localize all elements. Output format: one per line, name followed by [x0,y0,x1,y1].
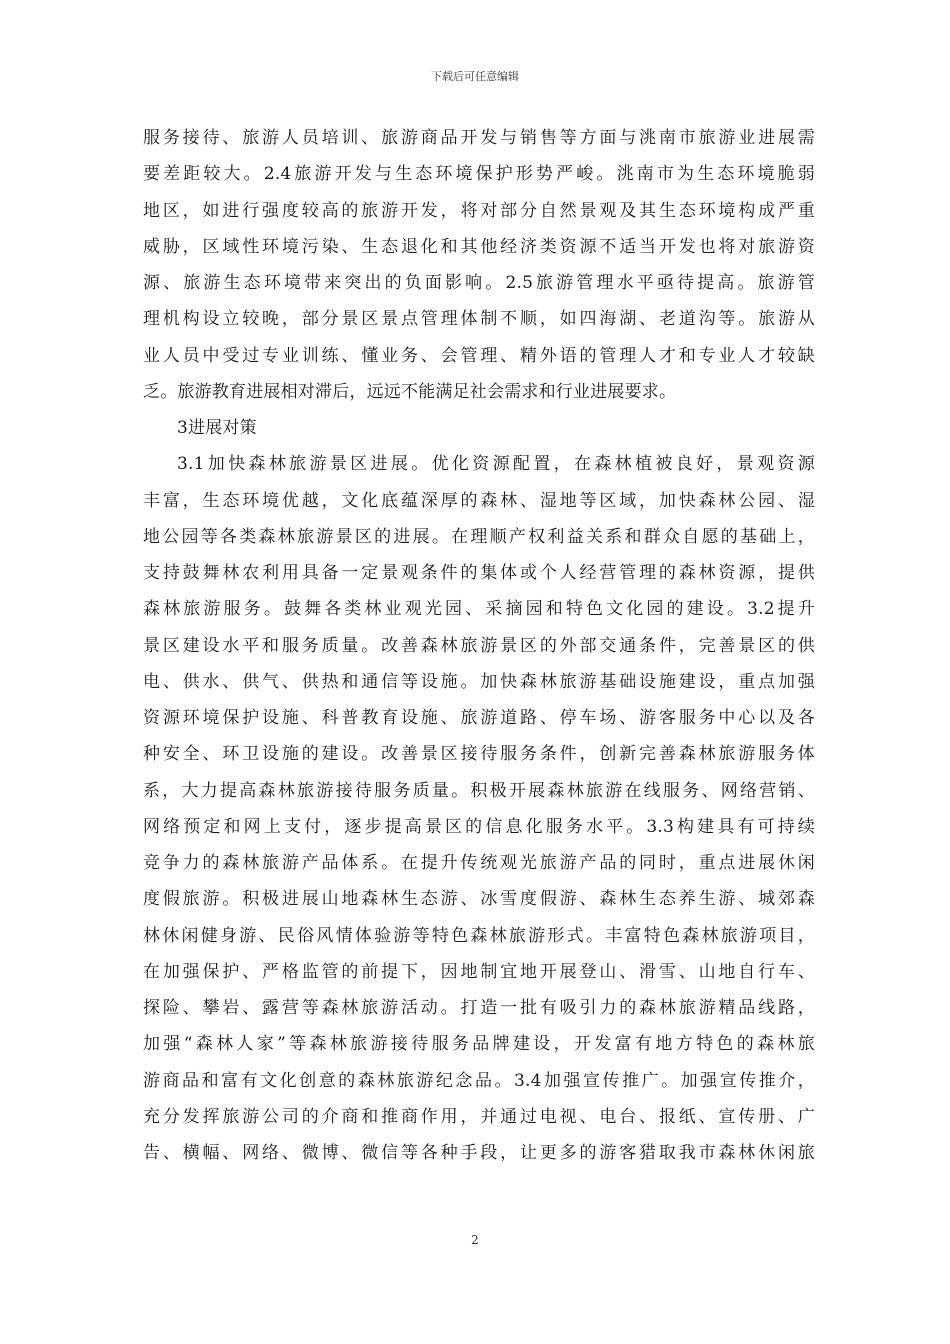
text-line: 种安全、环卫设施的建设。改善景区接待服务条件，创新完善森林旅游服务体 [143,744,815,765]
text-line: 系，大力提高森林旅游接待服务质量。积极开展森林旅游在线服务、网络营销、 [143,780,815,801]
text-line: 加强“森林人家”等森林旅游接待服务品牌建设，开发富有地方特色的森林旅 [143,1034,815,1055]
text-line: 竞争力的森林旅游产品体系。在提升传统观光旅游产品的同时，重点进展休闲 [143,853,815,873]
text-line: 充分发挥旅游公司的介商和推商作用，并通过电视、电台、报纸、宣传册、广 [143,1106,815,1127]
text-line: 理机构设立较晚，部分景区景点管理体制不顺，如四海湖、老道沟等。旅游从 [143,309,815,330]
text-line: 威胁，区域性环境污染、生态退化和其他经济类资源不适当开发也将对旅游资 [143,236,815,257]
text-line: 资源环境保护设施、科普教育设施、旅游道路、停车场、游客服务中心以及各 [143,708,815,728]
document-body [143,120,815,1171]
text-line: 探险、攀岩、露营等森林旅游活动。打造一批有吸引力的森林旅游精品线路， [143,998,815,1018]
text-line: 乏。旅游教育进展相对滞后，远远不能满足社会需求和行业进展要求。 [143,381,677,402]
text-line: 在加强保护、严格监管的前提下，因地制宜地开展登山、滑雪、山地自行车、 [143,961,815,982]
page-header: 下载后可任意编辑 [431,70,519,83]
text-line: 3.1加快森林旅游景区进展。优化资源配置，在森林植被良好，景观资源 [177,454,815,475]
text-line: 要差距较大。2.4旅游开发与生态环境保护形势严峻。洮南市为生态环境脆弱 [143,164,815,185]
text-line: 丰富，生态环境优越，文化底蕴深厚的森林、湿地等区域，加快森林公园、湿 [143,490,815,511]
text-line: 地区，如进行强度较高的旅游开发，将对部分自然景观及其生态环境构成严重 [143,200,815,221]
text-line: 业人员中受过专业训练、懂业务、会管理、精外语的管理人才和专业人才较缺 [143,345,815,366]
text-line: 支持鼓舞林农利用具备一定景观条件的集体或个人经营管理的森林资源，提供 [143,563,815,583]
text-line: 景区建设水平和服务质量。改善森林旅游景区的外部交通条件，完善景区的供 [143,635,815,656]
section-heading: 3进展对策 [177,418,257,438]
text-line: 告、横幅、网络、微博、微信等各种手段，让更多的游客猎取我市森林休闲旅 [143,1143,815,1163]
text-line: 电、供水、供气、供热和通信等设施。加快森林旅游基础设施建设，重点加强 [143,671,815,692]
text-line: 游商品和富有文化创意的森林旅游纪念品。3.4加强宣传推广。加强宣传推介， [143,1070,815,1091]
text-line: 林休闲健身游、民俗风情体验游等特色森林旅游形式。丰富特色森林旅游项目， [143,925,815,946]
text-line: 森林旅游服务。鼓舞各类林业观光园、采摘园和特色文化园的建设。3.2提升 [143,599,815,620]
page-number: 2 [471,1233,479,1247]
text-line: 服务接待、旅游人员培训、旅游商品开发与销售等方面与洮南市旅游业进展需 [143,128,815,148]
text-line: 地公园等各类森林旅游景区的进展。在理顺产权利益关系和群众自愿的基础上， [143,526,815,547]
text-line: 源、旅游生态环境带来突出的负面影响。2.5旅游管理水平亟待提高。旅游管 [143,273,815,293]
text-line: 度假旅游。积极进展山地森林生态游、冰雪度假游、森林生态养生游、城郊森 [143,889,815,910]
text-line: 网络预定和网上支付，逐步提高景区的信息化服务水平。3.3构建具有可持续 [143,816,815,837]
